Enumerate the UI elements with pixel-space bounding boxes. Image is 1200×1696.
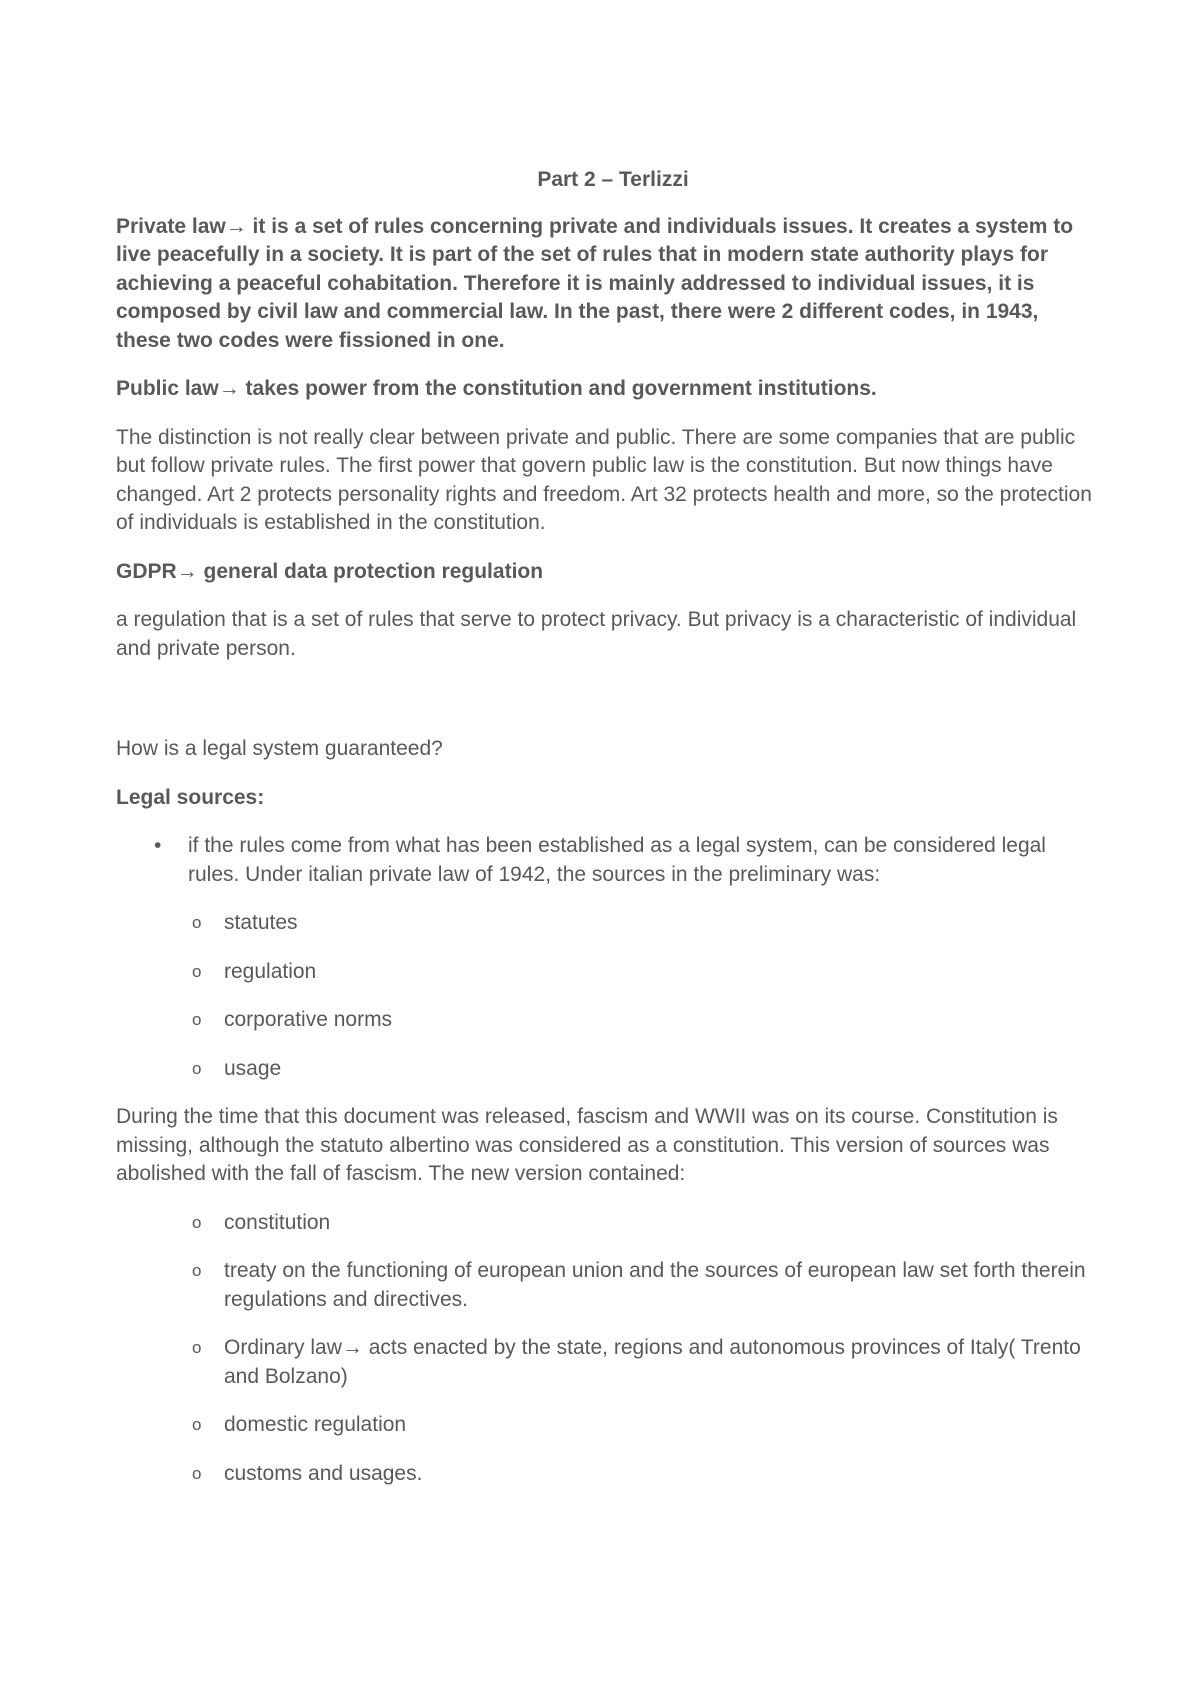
list-item <box>116 1055 1096 1084</box>
public-law-paragraph: Public law→ takes power from the constitution and government institutions. <box>116 377 877 400</box>
list-item-text: Ordinary law→ acts enacted by the state, regions and autonomous provinces of Italy( Trento and Bolzano) <box>224 1336 1081 1388</box>
list-item <box>116 1257 1096 1314</box>
circle-bullet-icon: o <box>192 961 202 981</box>
list-item <box>116 832 1096 889</box>
list-item-text: usage <box>224 1056 282 1080</box>
blank-space <box>116 683 1096 735</box>
list-item <box>116 958 1096 987</box>
circle-bullet-icon: o <box>192 1010 202 1029</box>
list-item-text: statutes <box>224 911 298 934</box>
list-item <box>116 909 1096 938</box>
circle-bullet-icon: o <box>192 1212 202 1232</box>
list-item-text: if the rules come from what has been established as a legal system, can be considered legal rules. Under italian private law of 1942, the sources in the preliminary was: <box>188 834 1046 886</box>
gdpr-heading: GDPR→ general data protection regulation <box>116 559 544 583</box>
list-item-text: constitution <box>224 1210 331 1234</box>
list-item-text: regulation <box>224 959 317 983</box>
gdpr-paragraph: a regulation that is a set of rules that serve to protect privacy. But privacy is a characteristic of individual and private person. <box>116 608 1077 660</box>
list-item-text: domestic regulation <box>224 1413 407 1436</box>
list-item <box>116 1411 1096 1440</box>
legal-sources-list <box>116 832 1096 889</box>
circle-bullet-icon: o <box>192 1058 202 1078</box>
list-item <box>116 1209 1096 1238</box>
distinction-paragraph: The distinction is not really clear between private and public. There are some companies that are public but follow private rules. The first power that govern public law is the constitution. But now things have changed. Art 2 protects personality rights and freedom. Art 32 protects health and more, so the protection of individuals is established in the constitution. <box>116 425 1092 534</box>
private-law-paragraph: Private law→ it is a set of rules concerning private and individuals issues. It creates a system to live peacefully in a society. It is part of the set of rules that in modern state authority plays for achieving a peaceful cohabitation. Therefore it is mainly addressed to individual issues, it is composed by civil law and commercial law. In the past, there were 2 different codes, in 1943, these two codes were fissioned in one. <box>116 214 1074 352</box>
circle-bullet-icon: o <box>192 1261 202 1280</box>
list-item <box>116 1334 1096 1391</box>
list-item-text: corporative norms <box>224 1008 393 1031</box>
new-sources-list <box>116 1209 1096 1489</box>
circle-bullet-icon: o <box>192 1415 202 1434</box>
list-item-text: customs and usages. <box>224 1461 423 1485</box>
legal-sources-heading: Legal sources: <box>116 785 265 809</box>
circle-bullet-icon: o <box>192 1463 202 1483</box>
document-body <box>116 166 1096 1508</box>
circle-bullet-icon: o <box>192 913 202 932</box>
bullet-icon: • <box>154 834 162 857</box>
old-sources-list <box>116 909 1096 1083</box>
question-paragraph: How is a legal system guaranteed? <box>116 737 443 760</box>
page-title: Part 2 – Terlizzi <box>537 168 689 191</box>
list-item-text: treaty on the functioning of european union and the sources of european law set forth therein regulations and directives. <box>224 1259 1086 1311</box>
list-item <box>116 1006 1096 1035</box>
list-item <box>116 1460 1096 1489</box>
wwii-paragraph: During the time that this document was released, fascism and WWII was on its course. Constitution is missing, although the statuto albertino was considered as a constitution. This version of sources was abolished with the fall of fascism. The new version contained: <box>116 1105 1058 1185</box>
circle-bullet-icon: o <box>192 1338 202 1357</box>
